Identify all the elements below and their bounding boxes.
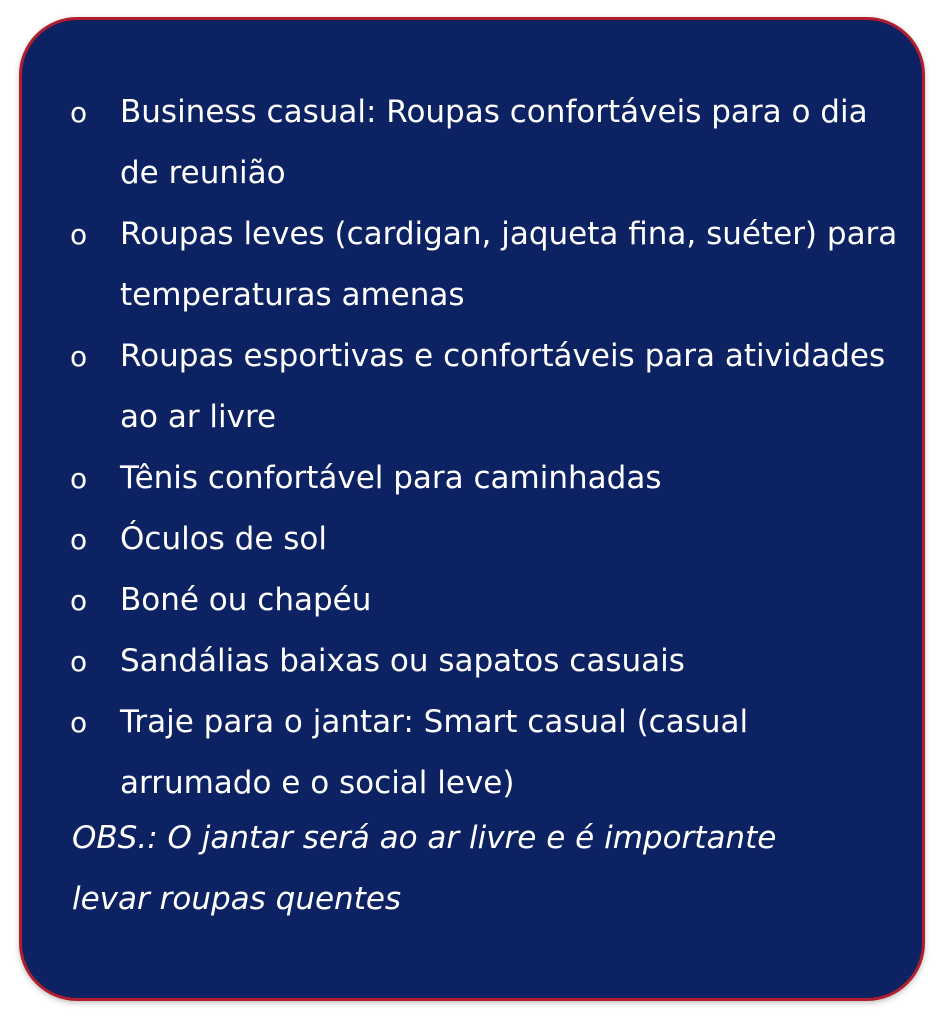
list-item	[22, 448, 900, 509]
bullet-circle-icon: o	[70, 96, 88, 129]
list-item-text: Sandálias baixas ou sapatos casuais	[120, 643, 685, 679]
list-item-text: Tênis confortável para caminhadas	[120, 460, 662, 496]
list-item	[22, 82, 900, 204]
list-item-text: Traje para o jantar: Smart casual (casual arrumado e o social leve)	[120, 704, 749, 801]
list-item-text: Business casual: Roupas confortáveis para o dia de reunião	[120, 94, 868, 191]
list-item	[22, 204, 900, 326]
packing-list-card	[19, 17, 925, 1001]
list-item-text: Boné ou chapéu	[120, 582, 372, 618]
bullet-circle-icon: o	[70, 218, 88, 251]
list-item	[22, 509, 900, 570]
list-item	[22, 631, 900, 692]
list-item	[22, 326, 900, 448]
list-item-text: Roupas esportivas e confortáveis para atividades ao ar livre	[120, 338, 886, 435]
bullet-circle-icon: o	[70, 706, 88, 739]
bullet-circle-icon: o	[70, 523, 88, 556]
bullet-circle-icon: o	[70, 462, 88, 495]
packing-list	[22, 82, 900, 814]
list-item-text: Óculos de sol	[120, 521, 328, 557]
list-item-text: Roupas leves (cardigan, jaqueta fina, suéter) para temperaturas amenas	[120, 216, 898, 313]
bullet-circle-icon: o	[70, 584, 88, 617]
bullet-circle-icon: o	[70, 340, 88, 373]
list-item	[22, 692, 900, 814]
list-item	[22, 570, 900, 631]
observation-note: OBS.: O jantar será ao ar livre e é importante levar roupas quentes	[72, 820, 777, 917]
bullet-circle-icon: o	[70, 645, 88, 678]
